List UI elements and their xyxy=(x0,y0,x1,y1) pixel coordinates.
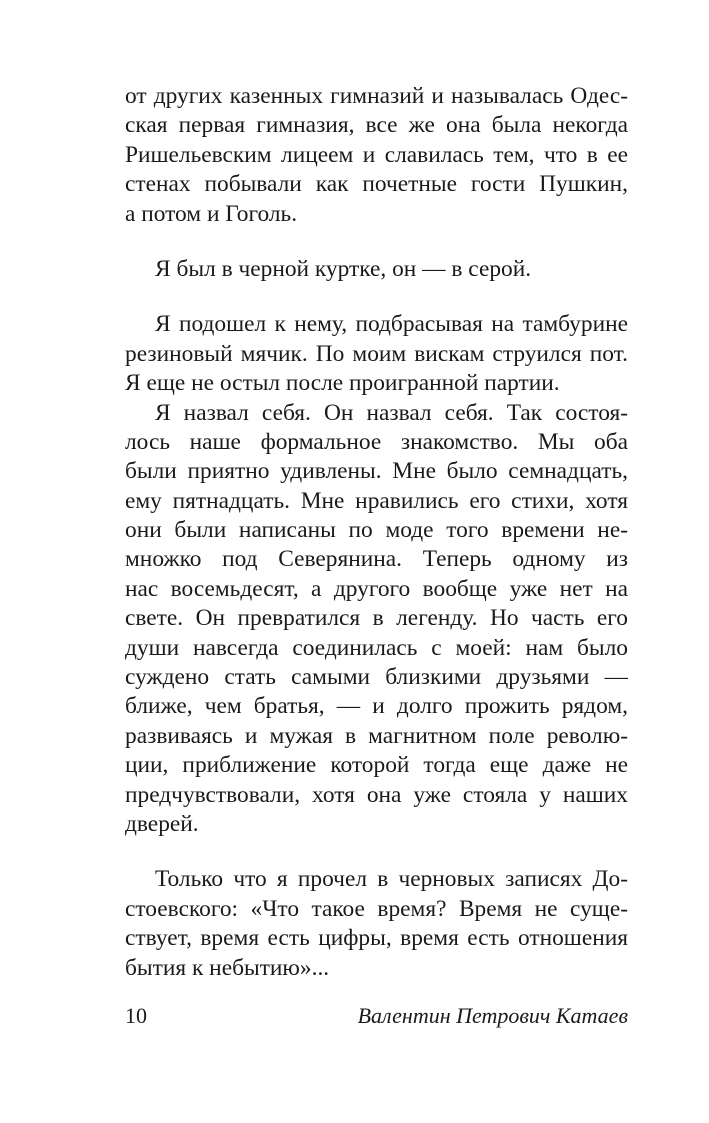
page-body xyxy=(125,82,628,983)
text-line: бытия к небытию»... xyxy=(125,954,330,981)
page-footer xyxy=(125,1001,628,1031)
text-line: Только что я прочел в черновых записях До- xyxy=(155,866,628,893)
paragraph xyxy=(125,255,628,284)
paragraph xyxy=(125,310,628,398)
text-line: стоевского: «Что такое время? Время не суще- xyxy=(125,895,628,922)
text-line: множко под Северянина. Теперь одному из xyxy=(125,546,628,573)
text-line: суждено стать самыми близкими друзьями — xyxy=(125,664,628,691)
running-head-author: Валентин Петрович Катаев xyxy=(357,1003,628,1028)
text-line: от других казенных гимназий и называлась Одес- xyxy=(125,83,628,109)
text-line: резиновый мячик. По моим вискам струился пот. xyxy=(125,340,628,367)
text-line: нас восемьдесят, а другого вообще уже нет на xyxy=(125,575,628,602)
text-line: Я был в черной куртке, он — в серой. xyxy=(155,255,532,282)
page-number: 10 xyxy=(125,1003,147,1028)
text-line: стенах побывали как почетные гости Пушкин, xyxy=(125,171,628,198)
text-line: Я назвал себя. Он назвал себя. Так состоя- xyxy=(155,399,628,426)
text-line: развиваясь и мужая в магнитном поле револю- xyxy=(125,722,628,749)
paragraph-spacer xyxy=(125,284,628,310)
text-line: Я подошел к нему, подбрасывая на тамбурине xyxy=(155,311,628,338)
text-line: они были написаны по моде того времени не- xyxy=(125,517,628,544)
text-line: ему пятнадцать. Мне нравились его стихи, хотя xyxy=(125,487,628,514)
text-line: свете. Он превратился в легенду. Но часть его xyxy=(125,605,628,632)
text-line: были приятно удивлены. Мне было семнадцать, xyxy=(125,458,628,485)
text-line: ская первая гимназия, все же она была некогда xyxy=(125,112,628,139)
paragraph-spacer xyxy=(125,229,628,255)
text-line: лось наше формальное знакомство. Мы оба xyxy=(125,428,628,455)
text-line: предчувствовали, хотя она уже стояла у наших xyxy=(125,781,628,808)
paragraph xyxy=(125,865,628,983)
text-line: а потом и Гоголь. xyxy=(125,200,298,227)
text-line: души навсегда соединилась с моей: нам было xyxy=(125,634,628,661)
paragraph xyxy=(125,82,628,229)
text-line: Я еще не остыл после проигранной партии. xyxy=(125,370,560,397)
paragraph xyxy=(125,399,628,840)
text-line: Ришельевским лицеем и славилась тем, что в ее xyxy=(125,141,628,168)
text-line: ствует, время есть цифры, время есть отношения xyxy=(125,925,628,952)
text-line: ции, приближение которой тогда еще даже не xyxy=(125,752,628,779)
text-line: ближе, чем братья, — и долго прожить рядом, xyxy=(125,693,628,720)
text-line: дверей. xyxy=(125,810,199,837)
paragraph-spacer xyxy=(125,839,628,865)
